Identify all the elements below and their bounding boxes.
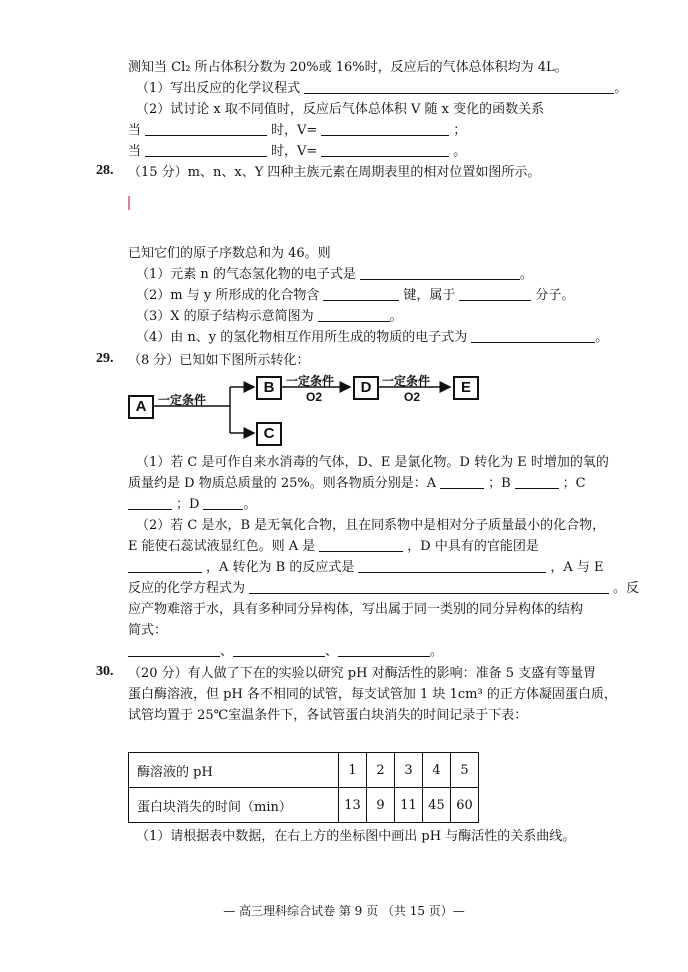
part-text: ；C <box>562 476 586 491</box>
q28-given: 已知它们的原子序数总和为 46。则 <box>128 246 331 261</box>
case-label: 当 <box>128 123 142 138</box>
answer-blank[interactable] <box>319 539 403 552</box>
question-number: 28. <box>96 163 114 178</box>
answer-blank[interactable] <box>128 560 202 573</box>
q28-part-1: （1）元素 n 的气态氢化物的电子式是 。 <box>136 267 533 282</box>
q29-part-2-line2 <box>128 538 539 556</box>
answer-blank[interactable] <box>440 476 484 489</box>
part-text: 分子。 <box>535 288 575 303</box>
case-label: 当 <box>128 144 142 159</box>
q29-part-2-line6: 简式： <box>128 623 168 638</box>
part-text: ，A 与 E <box>550 560 604 575</box>
table-cell: 11 <box>395 788 423 823</box>
answer-blank[interactable] <box>358 560 546 573</box>
condition-label: 一定条件 <box>382 374 431 388</box>
part-text: （2）m 与 y 所形成的化合物含 <box>136 288 320 303</box>
q30-line-3: 试管均置于 25℃室温条件下，各试管蛋白块消失的时间记录于下表： <box>128 708 528 723</box>
condition-label: 一定条件 <box>286 374 335 388</box>
node-a: A <box>128 395 154 419</box>
answer-blank[interactable] <box>515 476 559 489</box>
q29-part-2-line7: 、 、 。 <box>128 643 443 661</box>
q28-header: （15 分）m、n、x、Y 四种主族元素在周期表里的相对位置如图所示。 <box>128 165 541 180</box>
reagent-label: O2 <box>404 390 421 404</box>
q29-header: （8 分）已知如下图所示转化： <box>128 353 310 368</box>
part-text: ；B <box>488 476 511 491</box>
reagent-label: O2 <box>306 390 323 404</box>
part-text: 。反 <box>613 581 640 596</box>
part-text: ，A 转化为 B 的反应式是 <box>206 560 355 575</box>
table-cell: 1 <box>339 753 367 788</box>
case-label: 时，V= <box>271 123 318 138</box>
answer-blank[interactable] <box>338 644 430 657</box>
answer-blank[interactable] <box>203 497 243 510</box>
row-header: 酶溶液的 pH <box>129 753 339 788</box>
answer-blank[interactable] <box>128 644 220 657</box>
node-d: D <box>353 376 379 400</box>
part-text: 质量约是 D 物质总质量的 25%。则各物质分别是：A <box>128 476 437 491</box>
case-label: 。 <box>453 144 467 159</box>
table-cell: 60 <box>451 788 479 823</box>
question-2-line: （2）试讨论 x 取不同值时，反应后气体总体积 V 随 x 变化的函数关系 <box>136 102 545 117</box>
q28-part-3: （3）X 的原子结构示意简图为 。 <box>136 309 403 324</box>
part-text: ；D <box>176 497 200 512</box>
table-row <box>129 788 479 823</box>
separator: 、 <box>325 644 339 659</box>
q29-part-2-line5: 应产物难溶于水，具有多种同分异构体，写出属于同一类别的同分异构体的结构 <box>128 602 584 617</box>
answer-blank[interactable] <box>249 581 609 594</box>
page-footer: — 高三理科综合试卷 第 9 页 （共 15 页）— <box>223 904 465 918</box>
separator: 、 <box>220 644 234 659</box>
answer-blank[interactable] <box>233 644 325 657</box>
q30-part-1: （1）请根据表中数据，在右上方的坐标图中画出 pH 与酶活性的关系曲线。 <box>136 829 576 844</box>
q29-part-1-line1: （1）若 C 是可作自来水消毒的气体，D、E 是氯化物。D 转化为 E 时增加的氧的 <box>136 455 609 470</box>
part-text: （4）由 n、y 的氢化物相互作用所生成的物质的电子式为 <box>136 330 468 345</box>
question-1-line: （1）写出反应的化学议程式 。 <box>136 81 628 96</box>
table-cell: 2 <box>367 753 395 788</box>
table-cell: 9 <box>367 788 395 823</box>
part-text: 键，属于 <box>403 288 456 303</box>
table-cell: 3 <box>395 753 423 788</box>
case-label: ； <box>453 123 467 138</box>
q30-line-2: 蛋白酶溶液，但 pH 各不相同的试管，每支试管加 1 块 1cm³ 的正方体凝固蛋白质， <box>128 687 617 702</box>
reaction-arrows <box>0 0 688 460</box>
condition-label: 一定条件 <box>158 393 207 407</box>
answer-blank[interactable] <box>128 497 172 510</box>
case-label: 时，V= <box>271 144 318 159</box>
row-header: 蛋白块消失的时间（min） <box>129 788 339 823</box>
question-number: 29. <box>96 351 114 366</box>
ph-data-table <box>128 752 479 823</box>
table-cell: 4 <box>423 753 451 788</box>
q29-part-2-line4 <box>128 580 639 598</box>
q29-part-2-line3 <box>128 559 604 577</box>
part-text: （3）X 的原子结构示意简图为 <box>136 309 314 324</box>
node-b: B <box>256 376 282 400</box>
q30-line-1: （20 分）有人做了下在的实验以研究 pH 对酶活性的影响：准备 5 支盛有等量胃 <box>128 666 597 681</box>
part-text: ，D 中具有的官能团是 <box>407 539 539 554</box>
part-text: （1）元素 n 的气态氢化物的电子式是 <box>136 267 356 282</box>
q29-part-1-line3: ；D 。 <box>128 496 256 514</box>
part-text: 反应的化学方程式为 <box>128 581 246 596</box>
q29-part-1-line2 <box>128 475 586 493</box>
table-row <box>129 753 479 788</box>
node-c: C <box>256 422 282 446</box>
question-number: 30. <box>96 664 114 679</box>
table-cell: 13 <box>339 788 367 823</box>
node-e: E <box>453 376 479 400</box>
table-cell: 5 <box>451 753 479 788</box>
question-1-text: （1）写出反应的化学议程式 <box>136 81 301 96</box>
table-cell: 45 <box>423 788 451 823</box>
intro-line: 测知当 Cl₂ 所占体积分数为 20%或 16%时，反应后的气体总体积均为 4L。 <box>128 60 568 75</box>
q29-part-2-line1: （2）若 C 是水，B 是无氧化合物，且在同系物中是相对分子质量最小的化合物， <box>136 518 606 533</box>
q28-part-4: （4）由 n、y 的氢化物相互作用所生成的物质的电子式为 。 <box>136 330 609 345</box>
part-text: E 能使石蕊试液显红色。则 A 是 <box>128 539 316 554</box>
